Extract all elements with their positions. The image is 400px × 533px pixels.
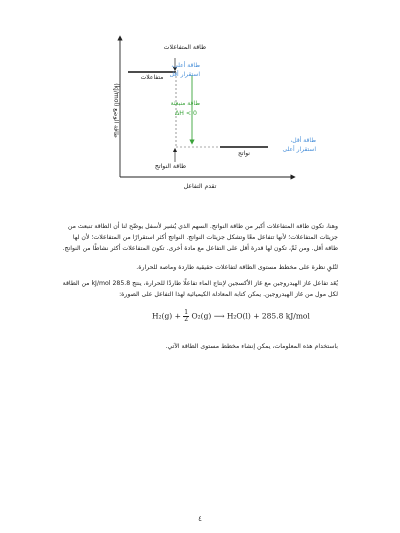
page-number: ٤ (198, 515, 202, 523)
reactants-energy-label: طاقة المتفاعلات (163, 44, 206, 51)
eq-h2: H₂(g) (152, 311, 173, 321)
chemical-equation (152, 309, 310, 323)
eq-frac-den: 2 (184, 316, 189, 323)
paragraph-2: لنُلقِ نظرة على مخطط مستوى الطاقة لتفاعلات حقيقية طاردة وماصة للحرارة. (136, 264, 338, 271)
more-stable-label: استقرار أعلى (282, 146, 316, 153)
released-energy-label: طاقة منبعثة (170, 100, 200, 107)
less-stable-label: استقرار أقل (169, 71, 200, 78)
y-axis-label: طاقة الوضع (kJ/mol) (112, 83, 120, 138)
reactants-label: متفاعلات (140, 74, 164, 81)
eq-fraction (183, 310, 189, 323)
eq-plus-2: + (253, 311, 260, 321)
eq-h2o: H₂O(l) (226, 311, 251, 321)
energy-level-diagram (0, 0, 400, 200)
products-energy-label: طاقة النواتج (154, 163, 186, 170)
delta-h-label: ΔH < 0 (175, 110, 197, 117)
eq-plus-1: + (174, 311, 181, 321)
paragraph-1: وهنا، تكون طاقة المتفاعلات أكبر من طاقة النواتج. السهم الذي يُشير لأسفل يوضّح لنا أن الطاقة تنبعث من جزيئات المتفاعلات؛ لأنها تتفاعل معًا وتشكل جزيئات النواتج. النواتج أكثر استقرارًا من المتفاعلات؛ لأن لها طاقة أقل. ومن ثَمَّ، تكون لها قدرة أقل على التفاعل مع مادة أخرى. تكون المتفاعلات أكثر نشاطًا من النواتج. (62, 223, 338, 252)
eq-frac-num: 1 (184, 309, 189, 316)
paragraph-3: يُعَد تفاعل غاز الهيدروجين مع غاز الأكسجين لإنتاج الماء تفاعلًا طاردًا للحرارة، ينتج 285.8 kJ/mol من الطاقة لكل مول من غاز الهيدروجين. يمكن كتابة المعادلة الكيميائية لهذا التفاعل على الصورة: (62, 280, 338, 298)
eq-o2: O₂(g) (191, 311, 212, 321)
paragraph-4: باستخدام هذه المعلومات، يمكن إنشاء مخطط مستوى الطاقة الآتي. (165, 343, 338, 350)
eq-energy: 285.8 kJ/mol (261, 311, 310, 321)
x-axis-label: تقدم التفاعل (183, 183, 217, 190)
products-label: نواتج (238, 150, 250, 157)
higher-energy-label: طاقة أعلى، (171, 62, 200, 69)
eq-arrow: ⟶ (213, 311, 225, 321)
lower-energy-label: طاقة أقل، (290, 137, 316, 144)
